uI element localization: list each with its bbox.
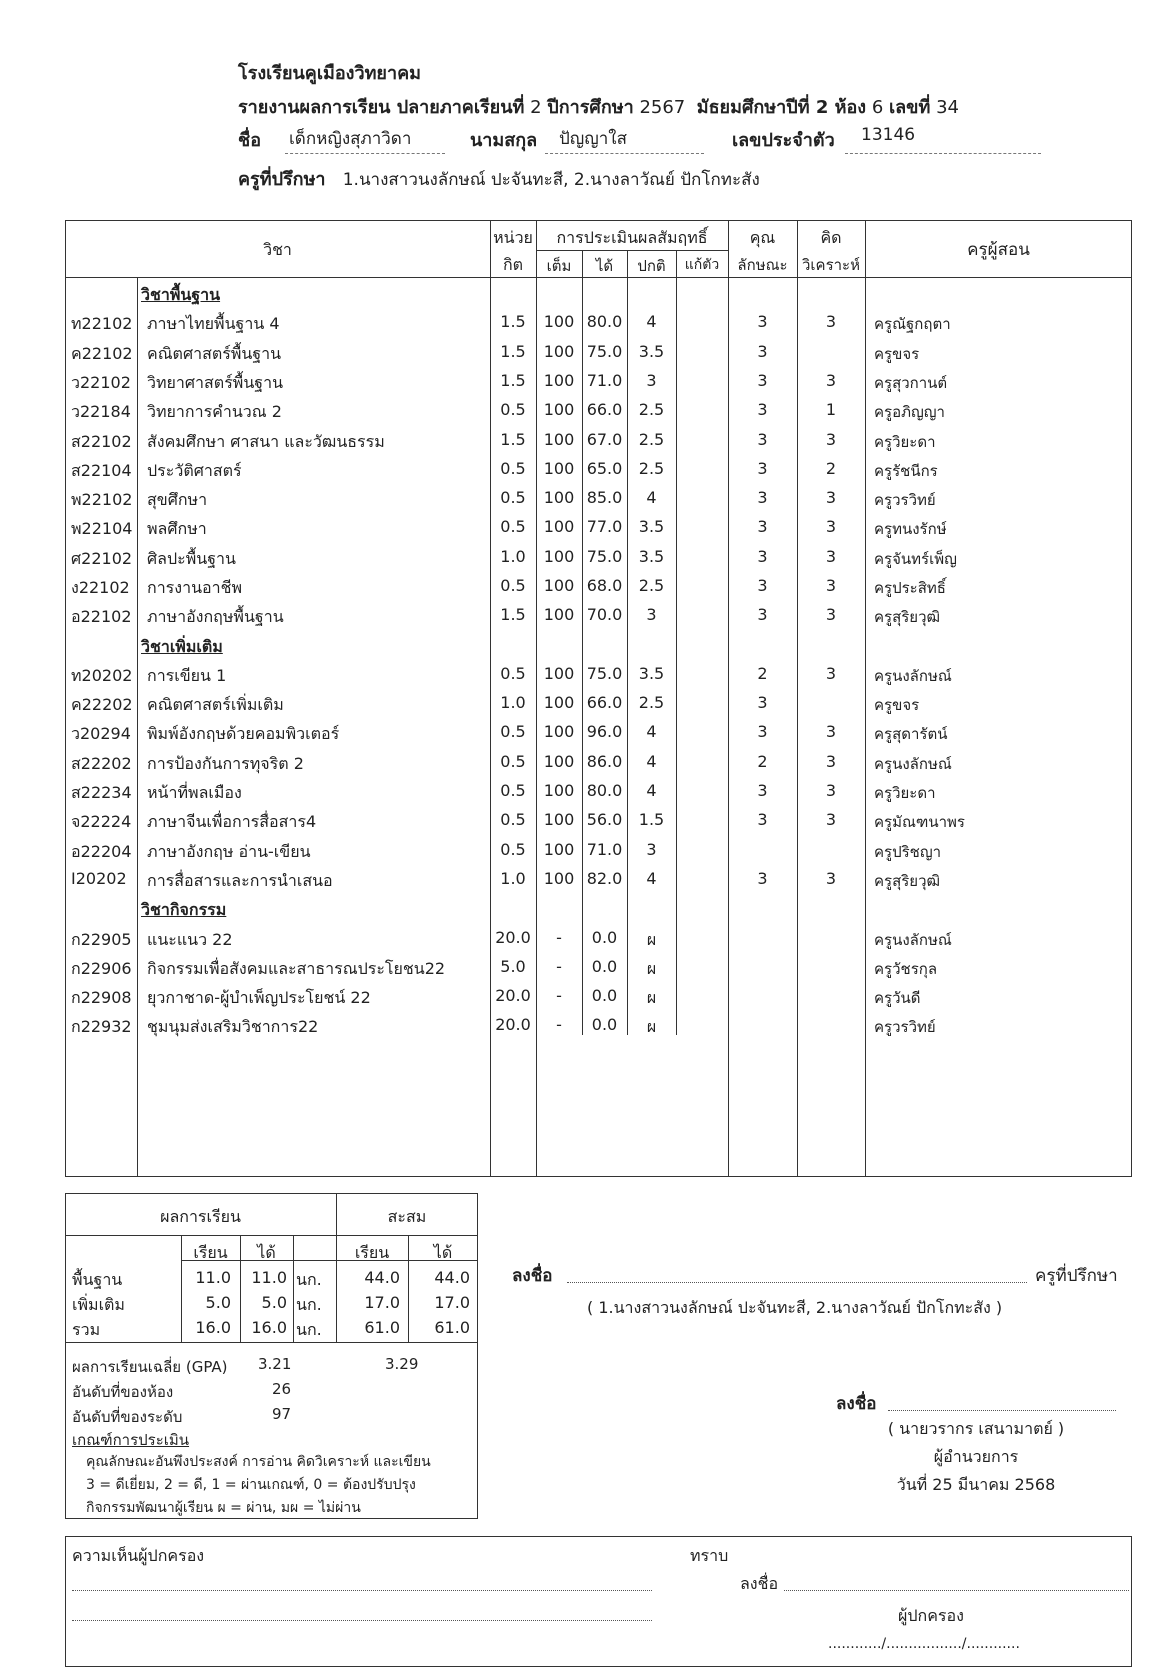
credit: 1.0 [500,547,526,566]
analytical-thinking: 3 [825,430,837,449]
advisor-label: ครูที่ปรึกษา [238,169,326,190]
credit: 0.5 [500,664,526,683]
credit: 20.0 [495,928,531,947]
criteria-line-2: 3 = ดีเยี่ยม, 2 = ดี, 1 = ผ่านเกณฑ์, 0 = ต้องปรับปรุง [86,1477,416,1493]
analytical-thinking: 3 [825,488,837,507]
col-line [137,277,138,1177]
parent-opinion-line-2[interactable] [72,1608,652,1621]
report-date: วันที่ 25 มีนาคม 2568 [896,1475,1056,1494]
credit: 5.0 [500,957,526,976]
full-score: 100 [543,547,575,566]
teacher: ครูทนงรักษ์ [874,520,947,538]
header-char-bottom: ลักษณะ [737,256,788,274]
subject-code: ค22202 [71,695,133,714]
summary-acc-learn: 17.0 [364,1293,400,1312]
characteristic: 3 [757,430,768,449]
summary-result-label: ผลการเรียน [160,1207,241,1226]
subject-code: ก22905 [71,930,132,949]
subject-name: แนะแนว 22 [147,930,233,949]
credit: 0.5 [500,840,526,859]
subject-name: คณิตศาสตร์พื้นฐาน [147,344,282,363]
subject-name: สุขศึกษา [147,490,208,509]
subject-code: ง22102 [71,578,130,597]
got-score: 82.0 [586,869,623,888]
summary-unit: นก. [296,1270,322,1289]
summary-row-label: เพิ่มเติม [72,1295,125,1314]
got-score: 56.0 [586,810,623,829]
got-score: 66.0 [586,400,623,419]
grade: 3 [646,840,657,859]
full-score: - [556,986,562,1005]
subject-code: ว22102 [71,373,131,392]
teacher: ครูประสิทธิ์ [874,579,946,597]
full-score: 100 [543,312,575,331]
header-normal: ปกติ [637,257,666,275]
school-name: โรงเรียนคูเมืองวิทยาคม [238,63,421,84]
grade: 4 [646,752,657,771]
teacher: ครูอภิญญา [874,403,945,421]
parent-opinion-label: ความเห็นผู้ปกครอง [72,1546,205,1565]
full-score: 100 [543,517,575,536]
summary-got: 5.0 [261,1293,287,1312]
summary-learn: 5.0 [205,1293,231,1312]
number-label: เลขที่ [889,97,931,118]
subject-name: กิจกรรมเพื่อสังคมและสาธารณประโยชน22 [147,959,446,978]
grade: 3 [646,371,657,390]
characteristic: 3 [757,342,768,361]
year-label: ปีการศึกษา [547,97,634,118]
gpa-accum-value: 3.29 [385,1355,419,1373]
parent-date-blank: ............/................./............ [828,1636,1020,1652]
got-score: 80.0 [586,312,623,331]
subject-code: I20202 [71,869,127,888]
teacher: ครูขจร [874,345,920,363]
grade: 3.5 [638,547,665,566]
got-score: 71.0 [586,840,623,859]
credit: 0.5 [500,400,526,419]
got-score: 0.0 [591,957,618,976]
characteristic: 3 [757,312,768,331]
analytical-thinking: 3 [825,312,837,331]
analytical-thinking: 3 [825,576,837,595]
summary-acc-got: 61.0 [434,1318,470,1337]
credit: 20.0 [495,986,531,1005]
teacher: ครูวันดี [874,989,921,1007]
subject-code: ท20202 [71,666,133,685]
subject-code: ว22184 [71,402,131,421]
grade: ผ [646,1017,657,1036]
summary-row-label: รวม [72,1320,101,1339]
subject-name: ภาษาอังกฤษพื้นฐาน [147,607,284,626]
characteristic: 3 [757,488,768,507]
subject-code: ค22102 [71,344,133,363]
got-score: 68.0 [586,576,623,595]
teacher: ครูสุริยวุฒิ [874,872,941,890]
grade: 3 [646,605,657,624]
analytical-thinking: 3 [825,517,837,536]
parent-ack-label: ทราบ [690,1546,729,1565]
teacher: ครูวัชรกุล [874,960,938,978]
gpa-value: 3.21 [258,1355,292,1373]
credit: 0.5 [500,517,526,536]
grade: 4 [646,488,657,507]
summary-learn: 16.0 [195,1318,231,1337]
subject-name: ภาษาอังกฤษ อ่าน-เขียน [147,842,311,861]
credit: 1.5 [500,342,526,361]
summary-acc-learn-label: เรียน [354,1243,390,1262]
full-score: 100 [543,605,575,624]
advisor-sign-label: ลงชื่อ [512,1266,553,1286]
summary-unit: นก. [296,1295,322,1314]
subject-name: วิทยาการคำนวณ 2 [147,402,282,421]
characteristic: 2 [757,752,768,771]
summary-got-label: ได้ [257,1243,276,1262]
student-id: 13146 [845,125,1041,154]
teacher: ครูจันทร์เพ็ญ [874,550,957,568]
advisor-sign-names: ( 1.นางสาวนงลักษณ์ ปะจันทะสี, 2.นางลาวัณย์ ปักโกทะสัง ) [587,1298,1003,1317]
characteristic: 3 [757,400,768,419]
credit: 0.5 [500,752,526,771]
credit: 20.0 [495,1015,531,1034]
grade: 2.5 [638,576,665,595]
teacher: ครูสุดารัตน์ [874,725,948,743]
summary-accum-label: สะสม [387,1207,427,1226]
full-score: 100 [543,693,575,712]
credit: 1.5 [500,371,526,390]
summary-unit: นก. [296,1320,322,1339]
summary-acc-got-label: ได้ [433,1243,453,1262]
subject-name: การป้องกันการทุจริต 2 [147,754,304,773]
teacher: ครูวิยะดา [874,433,936,451]
col-line [582,250,583,1035]
analytical-thinking: 3 [825,605,837,624]
parent-role: ผู้ปกครอง [898,1606,964,1625]
grade: 2.5 [638,459,665,478]
subject-code: ส22202 [71,754,132,773]
header-credit-top: หน่วย [493,228,533,247]
teacher: ครูขจร [874,696,920,714]
summary-line [65,1235,478,1236]
got-score: 85.0 [586,488,623,507]
summary-acc-got: 44.0 [434,1268,470,1287]
subject-name: วิทยาศาสตร์พื้นฐาน [147,373,284,392]
subject-name: สังคมศึกษา ศาสนา และวัฒนธรรม [147,432,385,451]
got-score: 71.0 [586,371,623,390]
got-score: 75.0 [586,664,623,683]
grade: ผ [646,930,657,949]
got-score: 0.0 [591,928,618,947]
subject-name: คณิตศาสตร์เพิ่มเติม [147,695,284,714]
teacher: ครูวรวิทย์ [874,1018,936,1036]
parent-sign-label: ลงชื่อ [740,1574,779,1593]
teacher: ครูวรวิทย์ [874,491,936,509]
header-think-bottom: วิเคราะห์ [801,256,860,274]
criteria-line-3: กิจกรรมพัฒนาผู้เรียน ผ = ผ่าน, มผ = ไม่ผ่าน [86,1500,361,1516]
name-label: ชื่อ [238,130,262,151]
subject-code: อ22204 [71,842,132,861]
subject-name: หน้าที่พลเมือง [147,783,242,802]
subject-code: พ22104 [71,519,133,538]
credit: 1.5 [500,312,526,331]
analytical-thinking: 3 [825,781,837,800]
advisor-line [238,164,760,193]
subject-name: การสื่อสารและการนำเสนอ [147,871,333,890]
subject-name: การเขียน 1 [147,666,227,685]
room-rank-value: 26 [272,1380,292,1398]
got-score: 75.0 [586,342,623,361]
characteristic: 3 [757,781,768,800]
summary-acc-learn: 44.0 [364,1268,400,1287]
characteristic: 3 [757,371,768,390]
analytical-thinking: 3 [825,869,837,888]
grade-label: มัธยมศึกษาปีที่ 2 ห้อง [696,97,867,118]
subject-code: ส22102 [71,432,132,451]
teacher: ครูวิยะดา [874,784,936,802]
director-sign-line [888,1390,1116,1411]
criteria-line-1: คุณลักษณะอันพึงประสงค์ การอ่าน คิดวิเคราะห์ และเขียน [86,1454,431,1470]
subject-name: ภาษาไทยพื้นฐาน 4 [147,314,280,333]
subject-name: ประวัติศาสตร์ [147,461,242,480]
got-score: 96.0 [586,722,623,741]
parent-sign-line[interactable] [784,1572,1129,1591]
level-rank-value: 97 [272,1405,292,1423]
header-credit-bottom: กิต [502,255,524,274]
got-score: 66.0 [586,693,623,712]
characteristic: 3 [757,693,768,712]
col-line [797,220,798,1177]
director-name: ( นายวรากร เสนามาตย์ ) [887,1419,1065,1438]
full-score: 100 [543,459,575,478]
header-teacher: ครูผู้สอน [967,240,1030,260]
characteristic: 3 [757,810,768,829]
header-char-top: คุณ [749,228,776,247]
summary-line [65,1342,478,1343]
got-score: 77.0 [586,517,623,536]
credit: 1.5 [500,430,526,449]
level-rank-label: อันดับที่ของระดับ [72,1408,183,1426]
grade: 3.5 [638,517,665,536]
teacher: ครูนงลักษณ์ [874,667,952,685]
header-assessment: การประเมินผลสัมฤทธิ์ [556,228,708,247]
subject-code: พ22102 [71,490,133,509]
subject-name: พลศึกษา [147,519,207,538]
subject-code: ว20294 [71,724,131,743]
full-score: 100 [543,664,575,683]
analytical-thinking: 1 [825,400,837,419]
subject-name: ภาษาจีนเพื่อการสื่อสาร4 [147,812,317,831]
summary-got: 16.0 [251,1318,287,1337]
group-title: วิชาพื้นฐาน [141,285,221,304]
surname-label: นามสกุล [470,130,538,151]
col-line [865,220,866,1177]
teacher: ครูรัชนีกร [874,462,938,480]
header-subject: วิชา [263,240,292,259]
semester: 2 [530,97,542,118]
teacher: ครูณัฐกฤตา [874,315,951,333]
id-label: เลขประจำตัว [732,130,835,151]
teacher: ครูสุวกานต์ [874,374,948,392]
full-score: 100 [543,371,575,390]
grade: 2.5 [638,430,665,449]
grade: 4 [646,722,657,741]
analytical-thinking: 3 [825,752,837,771]
got-score: 0.0 [591,986,618,1005]
summary-acc-got: 17.0 [434,1293,470,1312]
got-score: 86.0 [586,752,623,771]
credit: 0.5 [500,576,526,595]
got-score: 75.0 [586,547,623,566]
gpa-label: ผลการเรียนเฉลี่ย (GPA) [72,1358,228,1376]
full-score: 100 [543,810,575,829]
summary-learn-label: เรียน [193,1243,228,1262]
grade: 4 [646,781,657,800]
got-score: 67.0 [586,430,623,449]
full-score: 100 [543,342,575,361]
subject-name: ศิลปะพื้นฐาน [147,549,236,568]
advisor-names: 1.นางสาวนงลักษณ์ ปะจันทะสี, 2.นางลาวัณย์ ปักโกทะสัง [342,170,760,190]
director-sign-label: ลงชื่อ [836,1394,877,1414]
grade: 3.5 [638,342,665,361]
student-name: เด็กหญิงสุภาวิดา [285,125,445,154]
subject-code: ก22932 [71,1017,132,1036]
full-score: 100 [543,752,575,771]
analytical-thinking: 3 [825,810,837,829]
teacher: ครูมัณฑนาพร [874,813,965,831]
grade: 1.5 [638,810,665,829]
credit: 1.5 [500,605,526,624]
header-full: เต็ม [546,257,572,275]
analytical-thinking: 2 [825,459,837,478]
analytical-thinking: 3 [825,371,837,390]
full-score: 100 [543,722,575,741]
group-title: วิชาเพิ่มเติม [141,637,223,656]
criteria-title: เกณฑ์การประเมิน [72,1431,190,1449]
summary-row-label: พื้นฐาน [72,1270,123,1289]
room-rank-label: อันดับที่ของห้อง [72,1383,174,1401]
credit: 1.0 [500,693,526,712]
room: 6 [871,97,884,118]
subject-code: ศ22102 [71,549,133,568]
grade: 2.5 [638,693,665,712]
subject-name: ชุมนุมส่งเสริมวิชาการ22 [147,1017,319,1036]
summary-acc-learn: 61.0 [364,1318,400,1337]
full-score: 100 [543,430,575,449]
grade: 4 [646,312,657,331]
teacher: ครูนงลักษณ์ [874,755,952,773]
header-got: ได้ [595,257,614,275]
report-title: รายงานผลการเรียน ปลายภาคเรียนที่ [238,97,525,118]
col-line [627,250,628,1035]
parent-opinion-line-1[interactable] [72,1578,652,1591]
credit: 0.5 [500,810,526,829]
credit: 0.5 [500,722,526,741]
subject-name: พิมพ์อังกฤษด้วยคอมพิวเตอร์ [147,724,340,743]
got-score: 65.0 [586,459,623,478]
full-score: 100 [543,576,575,595]
full-score: 100 [543,781,575,800]
got-score: 70.0 [586,605,623,624]
credit: 0.5 [500,459,526,478]
director-role: ผู้อำนวยการ [933,1447,1019,1466]
credit: 0.5 [500,781,526,800]
full-score: - [556,928,562,947]
full-score: - [556,957,562,976]
characteristic: 3 [757,459,768,478]
academic-year: 2567 [639,97,686,118]
characteristic: 2 [757,664,768,683]
subject-code: ส22234 [71,783,132,802]
subject-code: ก22906 [71,959,132,978]
group-title: วิชากิจกรรม [141,900,227,919]
advisor-sign-line [567,1262,1027,1283]
summary-got: 11.0 [251,1268,287,1287]
full-score: 100 [543,869,575,888]
student-number: 34 [936,97,959,118]
got-score: 0.0 [591,1015,618,1034]
subject-code: ส22104 [71,461,132,480]
summary-col-line [293,1235,294,1342]
teacher: ครูนงลักษณ์ [874,931,952,949]
full-score: 100 [543,400,575,419]
analytical-thinking: 3 [825,547,837,566]
characteristic: 3 [757,869,768,888]
grade: 3.5 [638,664,665,683]
summary-learn: 11.0 [195,1268,231,1287]
subject-code: ก22908 [71,988,132,1007]
student-surname: ปัญญาใส [545,125,704,154]
analytical-thinking: 3 [825,664,837,683]
teacher: ครูปริชญา [874,843,942,861]
teacher: ครูสุริยวุฒิ [874,608,941,626]
analytical-thinking: 3 [825,722,837,741]
credit: 1.0 [500,869,526,888]
header-remedial: แก้ตัว [684,257,720,273]
subject-code: อ22102 [71,607,132,626]
col-line [676,250,677,1035]
characteristic: 3 [757,722,768,741]
subject-code: จ22224 [71,812,132,831]
got-score: 80.0 [586,781,623,800]
subject-name: ยุวกาชาด-ผู้บำเพ็ญประโยชน์ 22 [147,988,371,1007]
characteristic: 3 [757,605,768,624]
full-score: - [556,1015,562,1034]
grade: 4 [646,869,657,888]
characteristic: 3 [757,517,768,536]
grade: ผ [646,988,657,1007]
subject-name: การงานอาชีพ [147,578,242,597]
grade: ผ [646,959,657,978]
advisor-role: ครูที่ปรึกษา [1035,1266,1118,1286]
credit: 0.5 [500,488,526,507]
characteristic: 3 [757,576,768,595]
report-title-line [238,92,959,121]
characteristic: 3 [757,547,768,566]
grade: 2.5 [638,400,665,419]
full-score: 100 [543,840,575,859]
subject-code: ท22102 [71,314,133,333]
full-score: 100 [543,488,575,507]
header-think-top: คิด [820,228,842,247]
